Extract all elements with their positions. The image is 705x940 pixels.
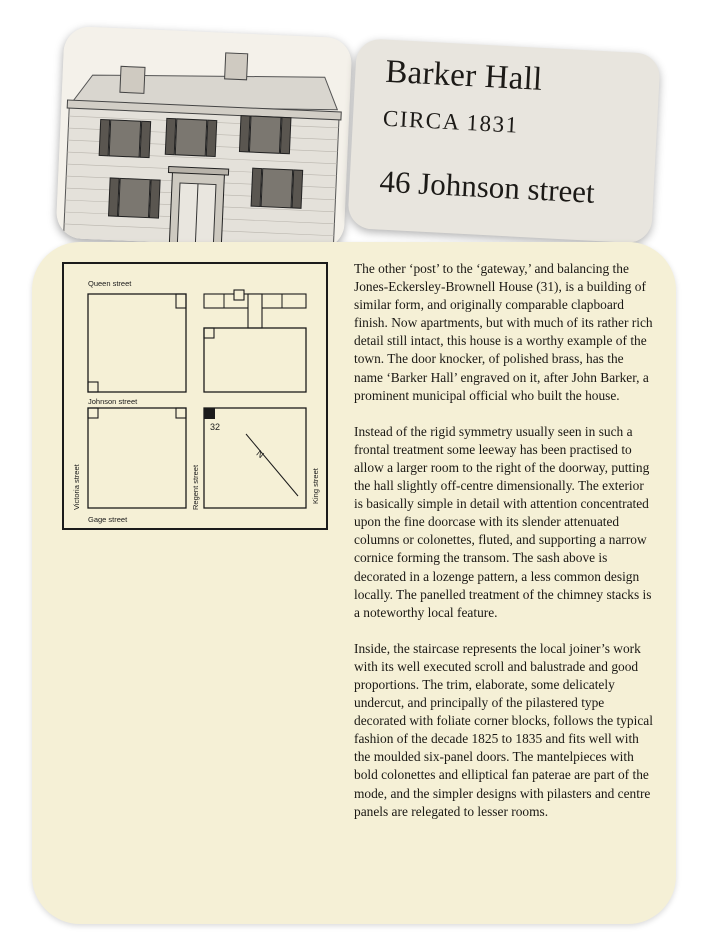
paragraph-exterior: Instead of the rigid symmetry usually seen in such a frontal treatment some leeway has been practised to allow a larger room to the right of the doorway, putting the hall slightly off-centre dimensionally. The exterior is basically simple in detail with attention concentrated upon the fine doorcase with its slender attenuated columns or colonettes, fluted, and supporting a narrow cornice forming the transom. The sash above is decorated in a lozenge pattern, a less common design locally. The panelled treatment of the chimney stacks is a noteworthy local feature.	[354, 423, 652, 620]
house-sketch-image	[56, 26, 353, 250]
location-map	[62, 262, 328, 530]
paragraph-interior: Inside, the staircase represents the local joiner’s work with its well executed scroll and balustrade and good proportions. The trim, elaborate, some delicately undercut, and principally of the pilastered type decorated with foliate corner blocks, follows the typical fashion of the decade 1825 to 1835 and fits well with the moulded six-panel doors. The mantelpieces with bold colonettes and elliptical fan paterae are part of the mode, and the simpler designs with pilasters and centre panels are relegated to lesser rooms.	[354, 640, 653, 819]
street-label-queen: Queen street	[88, 279, 132, 288]
street-label-regent: Regent street	[191, 464, 200, 510]
north-label: N	[254, 448, 266, 461]
building-name: Barker Hall	[384, 53, 544, 98]
street-map-drawing	[64, 264, 326, 528]
street-label-gage: Gage street	[88, 515, 128, 524]
description-text	[354, 260, 654, 839]
property-marker	[204, 408, 215, 419]
description-page	[32, 242, 676, 924]
house-sketch-drawing	[56, 26, 353, 250]
building-address: 46 Johnson street	[378, 163, 596, 210]
map-block	[88, 408, 186, 508]
map-block	[204, 328, 306, 392]
paragraph-history: The other ‘post’ to the ‘gateway,’ and balancing the Jones-Eckersley-Brownell House (31), is a building of similar form, and originally comparable clapboard finish. Now apartments, but with much of its rather rich detail still intact, this house is a worthy example of the town. The door knocker, of polished brass, has the name ‘Barker Hall’ engraved on it, after John Barker, a prominent municipal official who built the house.	[354, 261, 653, 403]
title-plaque	[347, 38, 661, 244]
map-block	[88, 294, 186, 392]
property-number: 32	[210, 422, 221, 432]
street-label-victoria: Victoria street	[72, 464, 81, 510]
street-label-johnson: Johnson street	[88, 397, 138, 406]
building-date: CIRCA 1831	[382, 105, 520, 138]
north-arrow-icon	[246, 434, 298, 496]
street-label-king: King street	[311, 468, 320, 504]
